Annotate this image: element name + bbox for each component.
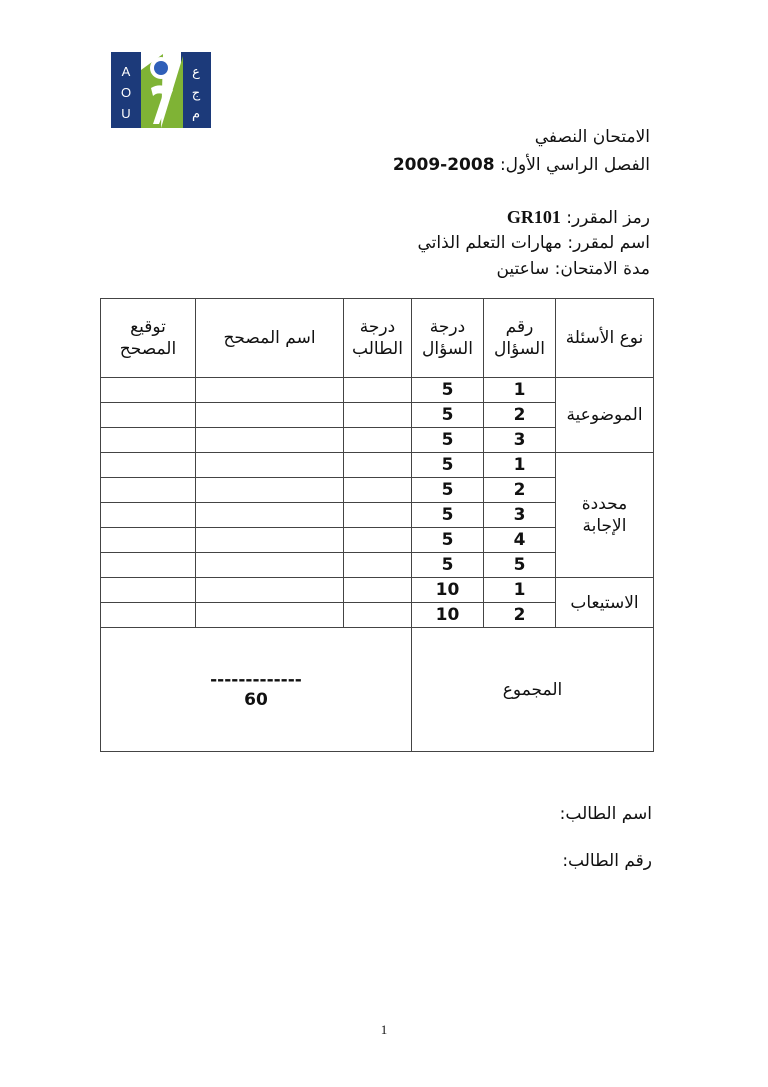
student-grade-cell[interactable] bbox=[344, 528, 412, 553]
student-grade-cell[interactable] bbox=[344, 428, 412, 453]
corrector-signature-cell[interactable] bbox=[101, 528, 196, 553]
corrector-signature-cell[interactable] bbox=[101, 478, 196, 503]
question-grade: 5 bbox=[412, 528, 484, 553]
corrector-name-cell[interactable] bbox=[196, 428, 344, 453]
question-grade: 5 bbox=[412, 428, 484, 453]
header-student-grade: درجة الطالب bbox=[344, 299, 412, 378]
student-grade-cell[interactable] bbox=[344, 453, 412, 478]
question-grade: 5 bbox=[412, 378, 484, 403]
corrector-signature-cell[interactable] bbox=[101, 503, 196, 528]
corrector-name-cell[interactable] bbox=[196, 378, 344, 403]
question-number: 4 bbox=[484, 528, 556, 553]
header-question-number: رقم السؤال bbox=[484, 299, 556, 378]
corrector-name-cell[interactable] bbox=[196, 478, 344, 503]
university-logo bbox=[111, 52, 211, 128]
grades-table bbox=[100, 298, 654, 752]
question-number: 3 bbox=[484, 428, 556, 453]
question-grade: 5 bbox=[412, 503, 484, 528]
corrector-name-cell[interactable] bbox=[196, 403, 344, 428]
header-corrector-signature: توقيع المصحح bbox=[101, 299, 196, 378]
corrector-name-cell[interactable] bbox=[196, 603, 344, 628]
corrector-signature-cell[interactable] bbox=[101, 453, 196, 478]
table-header-row bbox=[101, 299, 654, 378]
course-name-value: مهارات التعلم الذاتي bbox=[417, 233, 562, 253]
corrector-signature-cell[interactable] bbox=[101, 428, 196, 453]
total-dashes: ------------- bbox=[210, 669, 302, 690]
total-row bbox=[101, 628, 654, 752]
svg-text:O: O bbox=[120, 85, 132, 100]
svg-text:A: A bbox=[121, 64, 131, 79]
group-type-cell: الموضوعية bbox=[556, 378, 654, 453]
header-question-grade: درجة السؤال bbox=[412, 299, 484, 378]
page-number: 1 bbox=[380, 1022, 388, 1037]
student-grade-cell[interactable] bbox=[344, 403, 412, 428]
semester-line: الفصل الراسي الأول: 2009-2008 bbox=[392, 155, 650, 175]
corrector-name-cell[interactable] bbox=[196, 503, 344, 528]
course-name-line: اسم لمقرر: مهارات التعلم الذاتي bbox=[417, 233, 650, 253]
total-label: المجموع bbox=[412, 628, 654, 752]
corrector-name-cell[interactable] bbox=[196, 578, 344, 603]
corrector-signature-cell[interactable] bbox=[101, 603, 196, 628]
question-number: 3 bbox=[484, 503, 556, 528]
question-number: 2 bbox=[484, 403, 556, 428]
question-number: 2 bbox=[484, 603, 556, 628]
course-code-value: GR101 bbox=[506, 207, 561, 227]
total-value-cell bbox=[101, 628, 412, 752]
question-number: 1 bbox=[484, 378, 556, 403]
svg-text:U: U bbox=[121, 106, 131, 121]
total-value: 60 bbox=[244, 689, 268, 710]
question-grade: 5 bbox=[412, 453, 484, 478]
group-type-cell: الاستيعاب bbox=[556, 578, 654, 628]
question-grade: 5 bbox=[412, 478, 484, 503]
corrector-signature-cell[interactable] bbox=[101, 578, 196, 603]
corrector-name-cell[interactable] bbox=[196, 528, 344, 553]
corrector-name-cell[interactable] bbox=[196, 553, 344, 578]
svg-text:م: م bbox=[191, 107, 201, 122]
header-corrector-name: اسم المصحح bbox=[196, 299, 344, 378]
student-id-label: رقم الطالب: bbox=[562, 851, 652, 871]
duration-line: مدة الامتحان: ساعتين bbox=[496, 259, 650, 279]
table-row bbox=[101, 578, 654, 603]
corrector-name-cell[interactable] bbox=[196, 453, 344, 478]
student-grade-cell[interactable] bbox=[344, 603, 412, 628]
student-grade-cell[interactable] bbox=[344, 478, 412, 503]
question-grade: 5 bbox=[412, 403, 484, 428]
semester-value: 2009-2008 bbox=[392, 155, 495, 175]
table-row bbox=[101, 453, 654, 478]
question-grade: 10 bbox=[412, 603, 484, 628]
question-number: 2 bbox=[484, 478, 556, 503]
student-grade-cell[interactable] bbox=[344, 378, 412, 403]
student-grade-cell[interactable] bbox=[344, 503, 412, 528]
question-number: 1 bbox=[484, 453, 556, 478]
question-number: 1 bbox=[484, 578, 556, 603]
exam-title: الامتحان النصفي bbox=[534, 127, 650, 147]
student-grade-cell[interactable] bbox=[344, 578, 412, 603]
question-number: 5 bbox=[484, 553, 556, 578]
svg-text:ع: ع bbox=[192, 65, 200, 80]
corrector-signature-cell[interactable] bbox=[101, 378, 196, 403]
svg-text:ج: ج bbox=[191, 86, 201, 101]
table-row bbox=[101, 378, 654, 403]
corrector-signature-cell[interactable] bbox=[101, 553, 196, 578]
question-grade: 10 bbox=[412, 578, 484, 603]
corrector-signature-cell[interactable] bbox=[101, 403, 196, 428]
question-grade: 5 bbox=[412, 553, 484, 578]
header-question-type: نوع الأسئلة bbox=[556, 299, 654, 378]
course-code-line: رمز المقرر: GR101 bbox=[506, 207, 650, 228]
group-type-cell: محددة الإجابة bbox=[556, 453, 654, 578]
student-name-label: اسم الطالب: bbox=[559, 804, 652, 824]
duration-value: ساعتين bbox=[496, 259, 550, 279]
student-grade-cell[interactable] bbox=[344, 553, 412, 578]
